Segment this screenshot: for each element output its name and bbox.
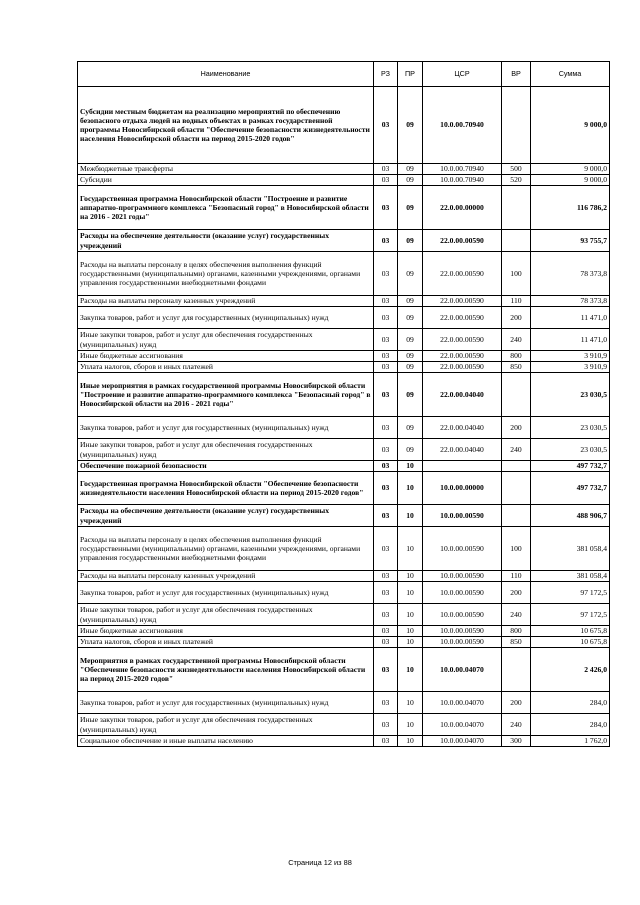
cell-vr (502, 461, 531, 472)
cell-pr: 09 (398, 296, 423, 307)
cell-rz: 03 (374, 472, 398, 505)
cell-rz: 03 (374, 186, 398, 230)
cell-pr: 10 (398, 692, 423, 714)
cell-vr: 520 (502, 175, 531, 186)
cell-sum: 488 906,7 (531, 505, 610, 527)
table-row (78, 252, 610, 296)
cell-csr: 10.0.00.00000 (423, 472, 502, 505)
cell-name: Закупка товаров, работ и услуг для государственных (муниципальных) нужд (78, 307, 374, 329)
cell-pr: 10 (398, 505, 423, 527)
cell-name: Иные закупки товаров, работ и услуг для обеспечения государственных (муниципальных) нужд (78, 604, 374, 626)
cell-csr: 10.0.00.04070 (423, 714, 502, 736)
cell-csr: 10.0.00.00590 (423, 604, 502, 626)
cell-sum: 93 755,7 (531, 230, 610, 252)
cell-pr: 09 (398, 351, 423, 362)
cell-pr: 10 (398, 637, 423, 648)
cell-rz: 03 (374, 351, 398, 362)
cell-rz: 03 (374, 582, 398, 604)
cell-vr (502, 505, 531, 527)
cell-vr: 240 (502, 329, 531, 351)
table-row (78, 527, 610, 571)
cell-rz: 03 (374, 307, 398, 329)
cell-rz: 03 (374, 164, 398, 175)
cell-name: Закупка товаров, работ и услуг для государственных (муниципальных) нужд (78, 582, 374, 604)
cell-pr: 09 (398, 362, 423, 373)
cell-vr: 200 (502, 692, 531, 714)
cell-name: Социальное обеспечение и иные выплаты населению (78, 736, 374, 747)
cell-name: Уплата налогов, сборов и иных платежей (78, 362, 374, 373)
cell-sum: 381 058,4 (531, 571, 610, 582)
cell-pr: 10 (398, 714, 423, 736)
cell-pr: 10 (398, 626, 423, 637)
cell-pr: 10 (398, 648, 423, 692)
cell-pr: 09 (398, 417, 423, 439)
table-row (78, 230, 610, 252)
page-number: Страница 12 из 88 (288, 858, 352, 867)
cell-rz: 03 (374, 439, 398, 461)
cell-csr: 22.0.00.04040 (423, 439, 502, 461)
cell-csr: 22.0.00.04040 (423, 373, 502, 417)
cell-name: Расходы на обеспечение деятельности (оказание услуг) государственных учреждений (78, 505, 374, 527)
cell-rz: 03 (374, 252, 398, 296)
header-sum: Сумма (531, 62, 610, 87)
cell-vr (502, 373, 531, 417)
cell-csr: 10.0.00.00590 (423, 637, 502, 648)
cell-rz: 03 (374, 637, 398, 648)
cell-pr: 09 (398, 175, 423, 186)
cell-rz: 03 (374, 87, 398, 164)
cell-csr: 22.0.00.00590 (423, 296, 502, 307)
cell-sum: 23 030,5 (531, 373, 610, 417)
cell-pr: 09 (398, 307, 423, 329)
table-row (78, 626, 610, 637)
cell-csr: 22.0.00.00590 (423, 362, 502, 373)
cell-rz: 03 (374, 648, 398, 692)
cell-pr: 10 (398, 461, 423, 472)
cell-vr: 240 (502, 439, 531, 461)
header-rz: РЗ (374, 62, 398, 87)
cell-csr: 10.0.00.70940 (423, 164, 502, 175)
cell-csr: 10.0.00.00590 (423, 626, 502, 637)
cell-pr: 09 (398, 87, 423, 164)
cell-pr: 10 (398, 571, 423, 582)
cell-vr: 110 (502, 296, 531, 307)
table-row (78, 736, 610, 747)
cell-vr: 850 (502, 362, 531, 373)
cell-sum: 497 732,7 (531, 461, 610, 472)
table-row (78, 175, 610, 186)
cell-pr: 09 (398, 164, 423, 175)
cell-vr (502, 230, 531, 252)
table-row (78, 439, 610, 461)
cell-name: Мероприятия в рамках государственной программы Новосибирской области "Обеспечение безопасности жизнедеятельности населения Новосибирской области на период 2015-2020 годов" (78, 648, 374, 692)
cell-pr: 10 (398, 527, 423, 571)
cell-vr: 100 (502, 252, 531, 296)
cell-pr: 09 (398, 252, 423, 296)
cell-rz: 03 (374, 373, 398, 417)
cell-name: Уплата налогов, сборов и иных платежей (78, 637, 374, 648)
cell-sum: 3 910,9 (531, 362, 610, 373)
cell-rz: 03 (374, 505, 398, 527)
cell-sum: 3 910,9 (531, 351, 610, 362)
cell-csr: 22.0.00.00590 (423, 252, 502, 296)
table-row (78, 692, 610, 714)
header-name: Наименование (78, 62, 374, 87)
table-row (78, 329, 610, 351)
cell-name: Иные закупки товаров, работ и услуг для обеспечения государственных (муниципальных) нужд (78, 439, 374, 461)
table-row (78, 714, 610, 736)
table-row (78, 373, 610, 417)
cell-name: Иные закупки товаров, работ и услуг для обеспечения государственных (муниципальных) нужд (78, 329, 374, 351)
cell-pr: 09 (398, 329, 423, 351)
table-row (78, 362, 610, 373)
cell-csr: 22.0.00.00590 (423, 230, 502, 252)
cell-name: Иные бюджетные ассигнования (78, 626, 374, 637)
cell-name: Закупка товаров, работ и услуг для государственных (муниципальных) нужд (78, 417, 374, 439)
cell-vr (502, 186, 531, 230)
cell-vr: 850 (502, 637, 531, 648)
cell-rz: 03 (374, 736, 398, 747)
cell-name: Государственная программа Новосибирской области "Обеспечение безопасности жизнедеятельности населения Новосибирской области на период 2015-2020 годов" (78, 472, 374, 505)
table-row (78, 186, 610, 230)
cell-sum: 11 471,0 (531, 329, 610, 351)
cell-rz: 03 (374, 329, 398, 351)
cell-vr: 240 (502, 714, 531, 736)
cell-sum: 381 058,4 (531, 527, 610, 571)
cell-name: Субсидии (78, 175, 374, 186)
cell-rz: 03 (374, 571, 398, 582)
cell-name: Субсидии местным бюджетам на реализацию мероприятий по обеспечению безопасного отдыха людей на водных объектах в рамках государственной программы Новосибирской области "Обеспечение безопасности жизнедеятельности населения Новосибирской области на период 2015-2020 годов" (78, 87, 374, 164)
cell-sum: 9 000,0 (531, 175, 610, 186)
table-row (78, 461, 610, 472)
cell-vr (502, 648, 531, 692)
cell-name: Расходы на выплаты персоналу казенных учреждений (78, 296, 374, 307)
cell-pr: 10 (398, 736, 423, 747)
cell-rz: 03 (374, 626, 398, 637)
cell-vr: 800 (502, 626, 531, 637)
cell-sum: 284,0 (531, 714, 610, 736)
cell-rz: 03 (374, 362, 398, 373)
cell-sum: 11 471,0 (531, 307, 610, 329)
cell-sum: 1 762,0 (531, 736, 610, 747)
cell-name: Межбюджетные трансферты (78, 164, 374, 175)
cell-sum: 10 675,8 (531, 626, 610, 637)
cell-csr: 22.0.00.00000 (423, 186, 502, 230)
cell-csr: 10.0.00.70940 (423, 87, 502, 164)
cell-rz: 03 (374, 692, 398, 714)
cell-vr: 200 (502, 307, 531, 329)
cell-vr (502, 472, 531, 505)
cell-sum: 78 373,8 (531, 252, 610, 296)
cell-csr: 10.0.00.04070 (423, 736, 502, 747)
cell-sum: 78 373,8 (531, 296, 610, 307)
cell-pr: 10 (398, 604, 423, 626)
cell-csr (423, 461, 502, 472)
cell-csr: 22.0.00.00590 (423, 329, 502, 351)
cell-csr: 10.0.00.70940 (423, 175, 502, 186)
cell-name: Обеспечение пожарной безопасности (78, 461, 374, 472)
cell-csr: 10.0.00.04070 (423, 648, 502, 692)
header-csr: ЦСР (423, 62, 502, 87)
cell-vr: 200 (502, 582, 531, 604)
cell-name: Государственная программа Новосибирской области "Построение и развитие аппаратно-программного комплекса "Безопасный город" в Новосибирской области на 2016 - 2021 годы" (78, 186, 374, 230)
cell-csr: 22.0.00.00590 (423, 307, 502, 329)
cell-pr: 10 (398, 582, 423, 604)
table-row (78, 164, 610, 175)
cell-sum: 2 426,0 (531, 648, 610, 692)
cell-name: Расходы на выплаты персоналу в целях обеспечения выполнения функций государственными (муниципальными) органами, казенными учреждениями, органами управления государственными внебюджетными фондами (78, 252, 374, 296)
cell-name: Закупка товаров, работ и услуг для государственных (муниципальных) нужд (78, 692, 374, 714)
table-header-row (78, 62, 610, 87)
table-row (78, 296, 610, 307)
cell-csr: 10.0.00.04070 (423, 692, 502, 714)
cell-rz: 03 (374, 417, 398, 439)
cell-pr: 09 (398, 373, 423, 417)
cell-name: Иные мероприятия в рамках государственной программы Новосибирской области "Построение и развитие аппаратно-программного комплекса "Безопасный город" в Новосибирской области на 2016 - 2021 годы" (78, 373, 374, 417)
cell-csr: 22.0.00.00590 (423, 351, 502, 362)
table-row (78, 648, 610, 692)
cell-csr: 10.0.00.00590 (423, 571, 502, 582)
cell-rz: 03 (374, 461, 398, 472)
table-row (78, 472, 610, 505)
table-row (78, 87, 610, 164)
cell-vr: 200 (502, 417, 531, 439)
cell-rz: 03 (374, 714, 398, 736)
cell-vr: 800 (502, 351, 531, 362)
cell-csr: 22.0.00.04040 (423, 417, 502, 439)
table-row (78, 582, 610, 604)
cell-sum: 9 000,0 (531, 164, 610, 175)
cell-vr: 240 (502, 604, 531, 626)
cell-pr: 09 (398, 230, 423, 252)
table-row (78, 637, 610, 648)
cell-rz: 03 (374, 527, 398, 571)
header-pr: ПР (398, 62, 423, 87)
cell-pr: 10 (398, 472, 423, 505)
table-row (78, 571, 610, 582)
cell-sum: 284,0 (531, 692, 610, 714)
table-row (78, 604, 610, 626)
header-vr: ВР (502, 62, 531, 87)
cell-name: Иные бюджетные ассигнования (78, 351, 374, 362)
table-row (78, 505, 610, 527)
cell-sum: 10 675,8 (531, 637, 610, 648)
cell-csr: 10.0.00.00590 (423, 527, 502, 571)
cell-vr (502, 87, 531, 164)
cell-pr: 09 (398, 439, 423, 461)
cell-csr: 10.0.00.00590 (423, 582, 502, 604)
cell-rz: 03 (374, 296, 398, 307)
cell-pr: 09 (398, 186, 423, 230)
cell-csr: 10.0.00.00590 (423, 505, 502, 527)
cell-sum: 97 172,5 (531, 582, 610, 604)
cell-vr: 110 (502, 571, 531, 582)
cell-rz: 03 (374, 604, 398, 626)
cell-sum: 97 172,5 (531, 604, 610, 626)
cell-rz: 03 (374, 175, 398, 186)
table-body (78, 87, 610, 747)
table-row (78, 351, 610, 362)
table-row (78, 417, 610, 439)
budget-table (77, 61, 610, 747)
cell-name: Расходы на выплаты персоналу казенных учреждений (78, 571, 374, 582)
cell-name: Иные закупки товаров, работ и услуг для обеспечения государственных (муниципальных) нужд (78, 714, 374, 736)
cell-name: Расходы на выплаты персоналу в целях обеспечения выполнения функций государственными (муниципальными) органами, казенными учреждениями, органами управления государственными внебюджетными фондами (78, 527, 374, 571)
cell-vr: 500 (502, 164, 531, 175)
cell-vr: 100 (502, 527, 531, 571)
cell-sum: 23 030,5 (531, 417, 610, 439)
cell-name: Расходы на обеспечение деятельности (оказание услуг) государственных учреждений (78, 230, 374, 252)
table-row (78, 307, 610, 329)
cell-rz: 03 (374, 230, 398, 252)
cell-sum: 23 030,5 (531, 439, 610, 461)
cell-sum: 9 000,0 (531, 87, 610, 164)
cell-sum: 116 786,2 (531, 186, 610, 230)
cell-vr: 300 (502, 736, 531, 747)
cell-sum: 497 732,7 (531, 472, 610, 505)
